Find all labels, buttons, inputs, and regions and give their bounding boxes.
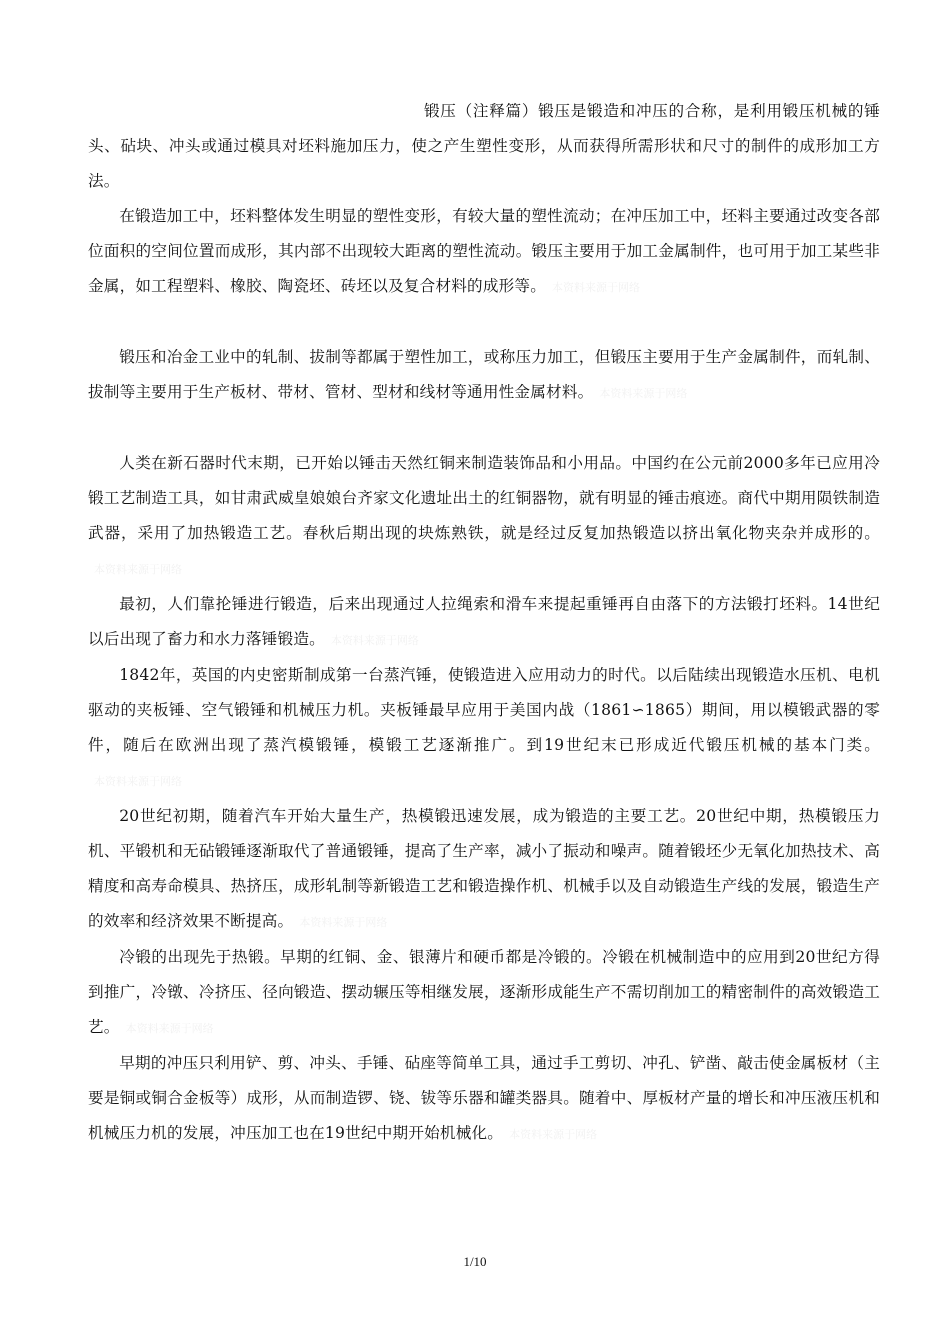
paragraph-plastic-processing	[88, 340, 880, 411]
watermark-text: 本资料来源于网络	[330, 634, 419, 647]
watermark-text: 本资料来源于网络	[125, 1022, 214, 1035]
paragraph-text: 在锻造加工中，坯料整体发生明显的塑性变形，有较大量的塑性流动；在冲压加工中，坯料主要通过改变各部位面积的空间位置而成形，其内部不出现较大距离的塑性流动。锻压主要用于加工金属制件，也可用于加工某些非金属，如工程塑料、橡胶、陶瓷坯、砖坯以及复合材料的成形等。	[88, 207, 880, 295]
paragraph-cold-forging	[88, 940, 880, 1046]
watermark-text: 本资料来源于网络	[94, 775, 182, 788]
paragraph-text: 1842年，英国的内史密斯制成第一台蒸汽锤，使锻造进入应用动力的时代。以后陆续出现锻造水压机、电机驱动的夹板锤、空气锻锤和机械压力机。夹板锤最早应用于美国内战（1861∽1865）期间，用以模锻武器的零件，随后在欧洲出现了蒸汽模锻锤，模锻工艺逐渐推广。到19世纪末已形成近代锻压机械的基本门类。	[88, 666, 880, 754]
paragraph-text: 锻压（注释篇）锻压是锻造和冲压的合称，是利用锻压机械的锤头、砧块、冲头或通过模具对坯料施加压力，使之产生塑性变形，从而获得所需形状和尺寸的制件的成形加工方法。	[88, 102, 880, 190]
paragraph-history-20th-century	[88, 799, 880, 940]
watermark-text: 本资料来源于网络	[94, 563, 182, 576]
paragraph-history-ancient	[88, 446, 880, 587]
paragraph-text: 冷锻的出现先于热锻。早期的红铜、金、银薄片和硬币都是冷锻的。冷锻在机械制造中的应用到20世纪方得到推广，冷镦、冷挤压、径向锻造、摆动辗压等相继发展，逐渐形成能生产不需切削加工的精密制件的高效锻造工艺。	[88, 948, 880, 1036]
paragraph-early-stamping	[88, 1046, 880, 1152]
paragraph-history-steam-hammer	[88, 658, 880, 799]
watermark-text: 本资料来源于网络	[509, 1128, 598, 1141]
paragraph-text: 早期的冲压只利用铲、剪、冲头、手锤、砧座等简单工具，通过手工剪切、冲孔、铲凿、敲击使金属板材（主要是铜或铜合金板等）成形，从而制造锣、铙、钹等乐器和罐类器具。随着中、厚板材产量的增长和冲压液压机和机械压力机的发展，冲压加工也在19世纪中期开始机械化。	[88, 1054, 880, 1142]
paragraph-text: 锻压和冶金工业中的轧制、拔制等都属于塑性加工，或称压力加工，但锻压主要用于生产金属制件，而轧制、拔制等主要用于生产板材、带材、管材、型材和线材等通用性金属材料。	[88, 348, 880, 401]
paragraph-history-early-hammer	[88, 587, 880, 658]
page-number: 1/10	[463, 1254, 487, 1269]
document-body	[88, 94, 880, 1152]
watermark-text: 本资料来源于网络	[299, 916, 388, 929]
watermark-text: 本资料来源于网络	[599, 387, 688, 400]
paragraph-forging-vs-stamping	[88, 199, 880, 305]
watermark-text: 本资料来源于网络	[552, 281, 641, 294]
paragraph-text: 最初，人们靠抡锤进行锻造，后来出现通过人拉绳索和滑车来提起重锤再自由落下的方法锻打坯料。14世纪以后出现了畜力和水力落锤锻造。	[88, 595, 880, 648]
paragraph-intro	[88, 94, 880, 199]
paragraph-text: 人类在新石器时代末期，已开始以锤击天然红铜来制造装饰品和小用品。中国约在公元前2000多年已应用冷锻工艺制造工具，如甘肃武威皇娘娘台齐家文化遗址出土的红铜器物，就有明显的锤击痕迹。商代中期用陨铁制造武器，采用了加热锻造工艺。春秋后期出现的块炼熟铁，就是经过反复加热锻造以挤出氧化物夹杂并成形的。	[88, 454, 880, 542]
paragraph-text: 20世纪初期，随着汽车开始大量生产，热模锻迅速发展，成为锻造的主要工艺。20世纪中期，热模锻压力机、平锻机和无砧锻锤逐渐取代了普通锻锤，提高了生产率，减小了振动和噪声。随着锻坯少无氧化加热技术、高精度和高寿命模具、热挤压，成形轧制等新锻造工艺和锻造操作机、机械手以及自动锻造生产线的发展，锻造生产的效率和经济效果不断提高。	[88, 807, 880, 930]
